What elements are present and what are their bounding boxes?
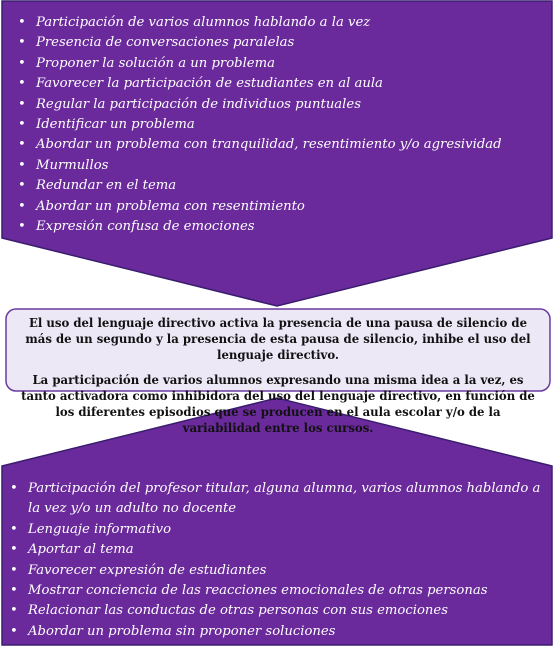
- center-paragraph-1: El uso del lenguaje directivo activa la presencia de una pausa de silencio de más de un segundo y la presencia de esta pausa de silencio, inhibe el uso del lenguaje directivo.: [25, 316, 531, 362]
- list-item: • Participación de varios alumnos hablando a la vez: [16, 13, 536, 33]
- list-item: • Mostrar conciencia de las reacciones emocionales de otras personas: [8, 581, 546, 601]
- list-item: • Participación del profesor titular, alguna alumna, varios alumnos hablando a la vez y/o un adulto no docente: [8, 479, 546, 520]
- bottom-bullet-list: [8, 479, 546, 642]
- center-paragraph-2: La participación de varios alumnos expresando una misma idea a la vez, es tanto activadora como inhibidora del uso del lenguaje directivo, en función de los diferentes episodios que se producen en el aula escolar y/o de la variabilidad entre los cursos.: [21, 373, 535, 435]
- list-item: • Abordar un problema sin proponer soluciones: [8, 622, 546, 642]
- list-item: • Favorecer expresión de estudiantes: [8, 561, 546, 581]
- list-item: • Aportar al tema: [8, 540, 546, 560]
- list-item: • Presencia de conversaciones paralelas: [16, 33, 536, 53]
- list-item: • Identificar un problema: [16, 115, 536, 135]
- list-item: • Expresión confusa de emociones: [16, 217, 536, 237]
- center-text: [16, 316, 540, 437]
- list-item: • Redundar en el tema: [16, 176, 536, 196]
- list-item: • Relacionar las conductas de otras personas con sus emociones: [8, 601, 546, 621]
- top-bullet-list: [16, 13, 536, 237]
- list-item: • Abordar un problema con tranquilidad, resentimiento y/o agresividad: [16, 135, 536, 155]
- list-item: • Abordar un problema con resentimiento: [16, 197, 536, 217]
- list-item: • Proponer la solución a un problema: [16, 54, 536, 74]
- list-item: • Regular la participación de individuos puntuales: [16, 95, 536, 115]
- list-item: • Murmullos: [16, 156, 536, 176]
- list-item: • Lenguaje informativo: [8, 520, 546, 540]
- list-item: • Favorecer la participación de estudiantes en al aula: [16, 74, 536, 94]
